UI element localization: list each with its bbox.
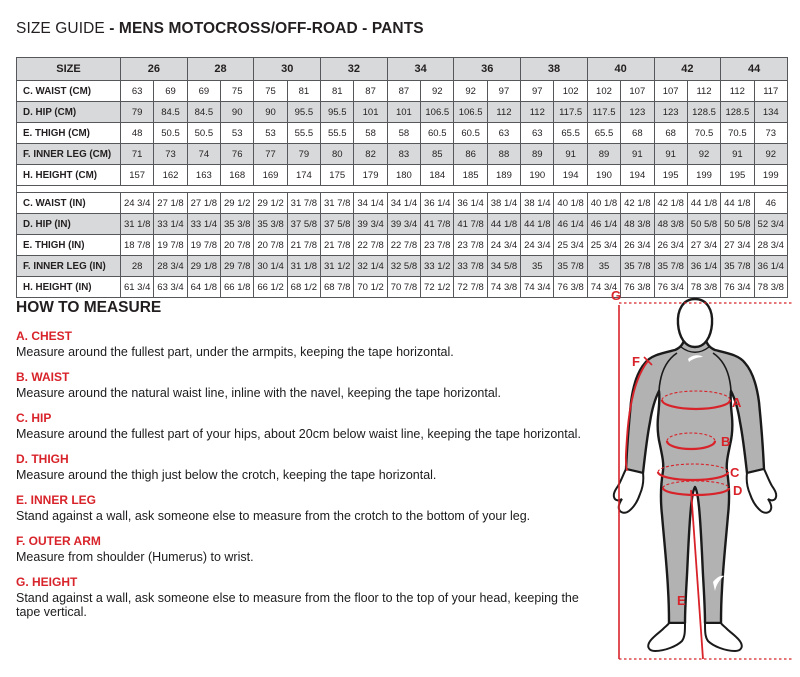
size-value-cell: 91 <box>554 144 587 165</box>
size-value-cell: 27 3/4 <box>687 235 720 256</box>
size-corner-header: SIZE <box>17 58 121 81</box>
size-value-cell: 91 <box>721 144 754 165</box>
size-table <box>16 57 788 298</box>
size-value-cell: 30 1/4 <box>254 256 287 277</box>
row-label: E. THIGH (IN) <box>17 235 121 256</box>
measure-section-label: F. OUTER ARM <box>16 534 101 548</box>
size-value-cell: 65.5 <box>587 123 620 144</box>
size-value-cell: 34 1/4 <box>387 193 420 214</box>
figure-label-waist: B <box>721 434 731 449</box>
size-value-cell: 70.5 <box>721 123 754 144</box>
measure-section-text: Stand against a wall, ask someone else to measure from the floor to the top of your head, keeping the tape vertical. <box>16 591 579 619</box>
size-value-cell: 55.5 <box>321 123 354 144</box>
size-value-cell: 86 <box>454 144 487 165</box>
size-value-cell: 18 7/8 <box>121 235 154 256</box>
size-value-cell: 77 <box>254 144 287 165</box>
size-value-cell: 35 <box>521 256 554 277</box>
size-value-cell: 74 3/4 <box>521 277 554 298</box>
measure-section-text: Stand against a wall, ask someone else to measure from the crotch to the bottom of your leg. <box>16 509 531 523</box>
size-value-cell: 101 <box>387 102 420 123</box>
size-value-cell: 83 <box>387 144 420 165</box>
size-value-cell: 28 <box>121 256 154 277</box>
measure-section <box>16 493 591 523</box>
size-value-cell: 64 1/8 <box>187 277 220 298</box>
size-value-cell: 195 <box>654 165 687 186</box>
size-value-cell: 38 1/4 <box>521 193 554 214</box>
size-value-cell: 31 7/8 <box>287 193 320 214</box>
size-value-cell: 31 1/8 <box>287 256 320 277</box>
figure-label-chest: A <box>732 395 742 410</box>
size-value-cell: 26 3/4 <box>654 235 687 256</box>
size-value-cell: 40 1/8 <box>554 193 587 214</box>
body-measure-diagram <box>605 287 797 677</box>
size-value-cell: 31 1/8 <box>121 214 154 235</box>
size-value-cell: 55.5 <box>287 123 320 144</box>
size-value-cell: 92 <box>421 81 454 102</box>
size-value-cell: 71 <box>121 144 154 165</box>
size-value-cell: 91 <box>621 144 654 165</box>
page-title-bold: - MENS MOTOCROSS/OFF-ROAD - PANTS <box>109 20 424 37</box>
size-value-cell: 102 <box>554 81 587 102</box>
size-value-cell: 88 <box>487 144 520 165</box>
right-hand <box>747 469 777 513</box>
figure-label-inner-leg: E <box>677 593 686 608</box>
size-value-cell: 46 1/4 <box>554 214 587 235</box>
size-value-cell: 185 <box>454 165 487 186</box>
size-value-cell: 91 <box>654 144 687 165</box>
size-value-cell: 97 <box>521 81 554 102</box>
size-value-cell: 58 <box>387 123 420 144</box>
size-value-cell: 44 1/8 <box>687 193 720 214</box>
size-value-cell: 169 <box>254 165 287 186</box>
size-value-cell: 179 <box>354 165 387 186</box>
size-value-cell: 73 <box>754 123 787 144</box>
size-value-cell: 50.5 <box>187 123 220 144</box>
size-value-cell: 72 1/2 <box>421 277 454 298</box>
size-value-cell: 78 3/8 <box>754 277 787 298</box>
measure-section-text: Measure around the fullest part, under the armpits, keeping the tape horizontal. <box>16 345 454 359</box>
size-value-cell: 92 <box>687 144 720 165</box>
size-value-cell: 24 3/4 <box>121 193 154 214</box>
measure-section-label: C. HIP <box>16 411 52 425</box>
size-value-cell: 50 5/8 <box>721 214 754 235</box>
size-value-cell: 76 3/8 <box>621 277 654 298</box>
size-table-row <box>17 81 788 102</box>
size-value-cell: 31 7/8 <box>321 193 354 214</box>
size-value-cell: 69 <box>154 81 187 102</box>
size-value-cell: 66 1/8 <box>221 277 254 298</box>
size-value-cell: 79 <box>287 144 320 165</box>
size-value-cell: 23 7/8 <box>454 235 487 256</box>
size-value-cell: 168 <box>221 165 254 186</box>
size-value-cell: 117.5 <box>587 102 620 123</box>
size-value-cell: 31 1/2 <box>321 256 354 277</box>
size-value-cell: 134 <box>754 102 787 123</box>
size-value-cell: 72 7/8 <box>454 277 487 298</box>
size-value-cell: 44 1/8 <box>487 214 520 235</box>
size-value-cell: 27 3/4 <box>721 235 754 256</box>
size-table-row <box>17 144 788 165</box>
figure-label-thigh: D <box>733 483 743 498</box>
size-value-cell: 190 <box>521 165 554 186</box>
size-value-cell: 75 <box>254 81 287 102</box>
row-label: H. HEIGHT (IN) <box>17 277 121 298</box>
size-value-cell: 26 3/4 <box>621 235 654 256</box>
measure-section-text: Measure from shoulder (Humerus) to wrist. <box>16 550 254 564</box>
row-label: C. WAIST (CM) <box>17 81 121 102</box>
size-value-cell: 76 3/4 <box>654 277 687 298</box>
how-to-measure-heading: HOW TO MEASURE <box>16 299 162 316</box>
measurement-figure <box>605 287 797 677</box>
size-value-cell: 53 <box>221 123 254 144</box>
size-value-cell: 48 <box>121 123 154 144</box>
size-value-cell: 76 <box>221 144 254 165</box>
size-value-cell: 58 <box>354 123 387 144</box>
size-table-row <box>17 256 788 277</box>
size-value-cell: 117 <box>754 81 787 102</box>
size-value-cell: 199 <box>754 165 787 186</box>
head <box>678 299 712 347</box>
size-value-cell: 25 3/4 <box>587 235 620 256</box>
size-value-cell: 36 1/4 <box>687 256 720 277</box>
row-label: D. HIP (CM) <box>17 102 121 123</box>
size-value-cell: 175 <box>321 165 354 186</box>
size-value-cell: 36 1/4 <box>421 193 454 214</box>
body-silhouette <box>626 332 764 623</box>
size-value-cell: 42 1/8 <box>654 193 687 214</box>
size-table-row <box>17 123 788 144</box>
size-value-cell: 29 1/2 <box>221 193 254 214</box>
measure-section-label: E. INNER LEG <box>16 493 97 507</box>
size-value-cell: 112 <box>521 102 554 123</box>
size-value-cell: 63 <box>121 81 154 102</box>
size-value-cell: 33 1/2 <box>421 256 454 277</box>
page-title-regular: SIZE GUIDE <box>16 20 110 37</box>
row-label: D. HIP (IN) <box>17 214 121 235</box>
size-value-cell: 60.5 <box>421 123 454 144</box>
size-value-cell: 123 <box>654 102 687 123</box>
size-value-cell: 87 <box>354 81 387 102</box>
size-value-cell: 22 7/8 <box>354 235 387 256</box>
size-value-cell: 95.5 <box>321 102 354 123</box>
size-table-row <box>17 165 788 186</box>
size-value-cell: 112 <box>487 102 520 123</box>
row-label: H. HEIGHT (CM) <box>17 165 121 186</box>
measure-section <box>16 575 591 619</box>
size-value-cell: 174 <box>287 165 320 186</box>
size-value-cell: 53 <box>254 123 287 144</box>
size-col-header: 32 <box>321 58 388 81</box>
size-value-cell: 35 7/8 <box>721 256 754 277</box>
size-value-cell: 68 <box>654 123 687 144</box>
size-value-cell: 35 7/8 <box>554 256 587 277</box>
size-value-cell: 80 <box>321 144 354 165</box>
size-value-cell: 85 <box>421 144 454 165</box>
size-value-cell: 33 7/8 <box>454 256 487 277</box>
size-value-cell: 34 1/4 <box>354 193 387 214</box>
size-col-header: 34 <box>387 58 454 81</box>
size-value-cell: 112 <box>721 81 754 102</box>
size-value-cell: 19 7/8 <box>187 235 220 256</box>
size-table-row <box>17 214 788 235</box>
size-value-cell: 89 <box>587 144 620 165</box>
size-value-cell: 32 1/4 <box>354 256 387 277</box>
size-value-cell: 84.5 <box>154 102 187 123</box>
size-value-cell: 189 <box>487 165 520 186</box>
size-value-cell: 20 7/8 <box>254 235 287 256</box>
size-value-cell: 44 1/8 <box>721 193 754 214</box>
size-value-cell: 52 3/4 <box>754 214 787 235</box>
figure-label-height: G <box>611 288 622 303</box>
size-value-cell: 35 7/8 <box>621 256 654 277</box>
measure-section-text: Measure around the natural waist line, inline with the navel, keeping the tape horizontal. <box>16 386 502 400</box>
size-value-cell: 70 1/2 <box>354 277 387 298</box>
size-value-cell: 184 <box>421 165 454 186</box>
size-value-cell: 84.5 <box>187 102 220 123</box>
size-value-cell: 68 1/2 <box>287 277 320 298</box>
size-value-cell: 74 3/8 <box>487 277 520 298</box>
size-value-cell: 61 3/4 <box>121 277 154 298</box>
size-value-cell: 76 3/4 <box>721 277 754 298</box>
size-value-cell: 107 <box>654 81 687 102</box>
size-value-cell: 33 1/4 <box>187 214 220 235</box>
row-label: F. INNER LEG (IN) <box>17 256 121 277</box>
size-value-cell: 128.5 <box>721 102 754 123</box>
size-value-cell: 35 3/8 <box>221 214 254 235</box>
size-value-cell: 74 3/4 <box>587 277 620 298</box>
size-value-cell: 36 1/4 <box>454 193 487 214</box>
size-value-cell: 40 1/8 <box>587 193 620 214</box>
size-value-cell: 23 7/8 <box>421 235 454 256</box>
size-value-cell: 163 <box>187 165 220 186</box>
size-value-cell: 24 3/4 <box>487 235 520 256</box>
size-value-cell: 50 5/8 <box>687 214 720 235</box>
size-value-cell: 90 <box>254 102 287 123</box>
size-value-cell: 87 <box>387 81 420 102</box>
size-table-body <box>17 81 788 298</box>
size-value-cell: 81 <box>287 81 320 102</box>
size-value-cell: 68 <box>621 123 654 144</box>
row-label: C. WAIST (IN) <box>17 193 121 214</box>
size-value-cell: 106.5 <box>454 102 487 123</box>
size-value-cell: 97 <box>487 81 520 102</box>
size-value-cell: 102 <box>587 81 620 102</box>
size-value-cell: 81 <box>321 81 354 102</box>
size-value-cell: 19 7/8 <box>154 235 187 256</box>
measure-section <box>16 329 591 359</box>
size-col-header: 42 <box>654 58 721 81</box>
size-value-cell: 117.5 <box>554 102 587 123</box>
size-col-header: 36 <box>454 58 521 81</box>
size-value-cell: 21 7/8 <box>321 235 354 256</box>
size-value-cell: 42 1/8 <box>621 193 654 214</box>
figure-label-hip: C <box>730 465 740 480</box>
size-value-cell: 46 <box>754 193 787 214</box>
size-value-cell: 27 1/8 <box>154 193 187 214</box>
size-value-cell: 27 1/8 <box>187 193 220 214</box>
size-value-cell: 50.5 <box>154 123 187 144</box>
size-value-cell: 22 7/8 <box>387 235 420 256</box>
size-value-cell: 199 <box>687 165 720 186</box>
size-value-cell: 25 3/4 <box>554 235 587 256</box>
size-value-cell: 32 5/8 <box>387 256 420 277</box>
size-value-cell: 37 5/8 <box>321 214 354 235</box>
right-foot <box>705 623 742 651</box>
size-value-cell: 90 <box>221 102 254 123</box>
size-value-cell: 60.5 <box>454 123 487 144</box>
measure-section-label: A. CHEST <box>16 329 73 343</box>
size-value-cell: 162 <box>154 165 187 186</box>
measure-section-text: Measure around the fullest part of your hips, about 20cm below waist line, keeping the tape horizontal. <box>16 427 581 441</box>
size-value-cell: 195 <box>721 165 754 186</box>
measure-sections <box>16 329 591 630</box>
size-value-cell: 70.5 <box>687 123 720 144</box>
size-header-row <box>17 58 788 81</box>
size-value-cell: 73 <box>154 144 187 165</box>
size-value-cell: 157 <box>121 165 154 186</box>
size-value-cell: 39 3/4 <box>354 214 387 235</box>
size-value-cell: 79 <box>121 102 154 123</box>
size-value-cell: 34 5/8 <box>487 256 520 277</box>
size-value-cell: 92 <box>454 81 487 102</box>
size-value-cell: 194 <box>621 165 654 186</box>
size-value-cell: 78 3/8 <box>687 277 720 298</box>
size-value-cell: 66 1/2 <box>254 277 287 298</box>
size-value-cell: 82 <box>354 144 387 165</box>
size-value-cell: 89 <box>521 144 554 165</box>
size-value-cell: 44 1/8 <box>521 214 554 235</box>
size-table-row <box>17 193 788 214</box>
size-value-cell: 28 3/4 <box>754 235 787 256</box>
size-value-cell: 92 <box>754 144 787 165</box>
size-value-cell: 46 1/4 <box>587 214 620 235</box>
size-col-header: 40 <box>587 58 654 81</box>
size-value-cell: 35 7/8 <box>654 256 687 277</box>
size-value-cell: 20 7/8 <box>221 235 254 256</box>
size-value-cell: 106.5 <box>421 102 454 123</box>
measure-section-label: D. THIGH <box>16 452 69 466</box>
size-value-cell: 38 1/4 <box>487 193 520 214</box>
size-value-cell: 123 <box>621 102 654 123</box>
size-col-header: 26 <box>121 58 188 81</box>
size-value-cell: 68 7/8 <box>321 277 354 298</box>
size-value-cell: 48 3/8 <box>621 214 654 235</box>
size-value-cell: 194 <box>554 165 587 186</box>
size-value-cell: 75 <box>221 81 254 102</box>
size-col-header: 38 <box>521 58 588 81</box>
size-value-cell: 39 3/4 <box>387 214 420 235</box>
size-value-cell: 190 <box>587 165 620 186</box>
page-title <box>16 20 424 38</box>
size-value-cell: 70 7/8 <box>387 277 420 298</box>
left-foot <box>648 623 685 651</box>
size-value-cell: 128.5 <box>687 102 720 123</box>
size-value-cell: 29 1/2 <box>254 193 287 214</box>
size-value-cell: 28 3/4 <box>154 256 187 277</box>
row-label: E. THIGH (CM) <box>17 123 121 144</box>
size-value-cell: 63 3/4 <box>154 277 187 298</box>
figure-label-outer-arm: F <box>632 354 640 369</box>
measure-section <box>16 370 591 400</box>
measure-section <box>16 411 591 441</box>
size-value-cell: 37 5/8 <box>287 214 320 235</box>
size-value-cell: 95.5 <box>287 102 320 123</box>
size-value-cell: 24 3/4 <box>521 235 554 256</box>
size-value-cell: 69 <box>187 81 220 102</box>
size-value-cell: 41 7/8 <box>421 214 454 235</box>
size-value-cell: 65.5 <box>554 123 587 144</box>
size-value-cell: 35 3/8 <box>254 214 287 235</box>
measure-section-label: G. HEIGHT <box>16 575 78 589</box>
size-value-cell: 33 1/4 <box>154 214 187 235</box>
size-col-header: 44 <box>721 58 788 81</box>
size-table-row <box>17 102 788 123</box>
unit-separator-row <box>17 186 788 193</box>
size-value-cell: 74 <box>187 144 220 165</box>
size-value-cell: 21 7/8 <box>287 235 320 256</box>
measure-section-label: B. WAIST <box>16 370 70 384</box>
size-value-cell: 35 <box>587 256 620 277</box>
size-col-header: 30 <box>254 58 321 81</box>
size-value-cell: 107 <box>621 81 654 102</box>
size-value-cell: 29 7/8 <box>221 256 254 277</box>
measure-section <box>16 534 591 564</box>
size-table-row <box>17 235 788 256</box>
size-value-cell: 63 <box>487 123 520 144</box>
size-value-cell: 112 <box>687 81 720 102</box>
size-value-cell: 76 3/8 <box>554 277 587 298</box>
size-value-cell: 180 <box>387 165 420 186</box>
size-value-cell: 41 7/8 <box>454 214 487 235</box>
size-col-header: 28 <box>187 58 254 81</box>
size-value-cell: 63 <box>521 123 554 144</box>
measure-section <box>16 452 591 482</box>
row-label: F. INNER LEG (CM) <box>17 144 121 165</box>
size-value-cell: 36 1/4 <box>754 256 787 277</box>
size-value-cell: 29 1/8 <box>187 256 220 277</box>
size-value-cell: 48 3/8 <box>654 214 687 235</box>
size-value-cell: 101 <box>354 102 387 123</box>
measure-section-text: Measure around the thigh just below the crotch, keeping the tape horizontal. <box>16 468 437 482</box>
